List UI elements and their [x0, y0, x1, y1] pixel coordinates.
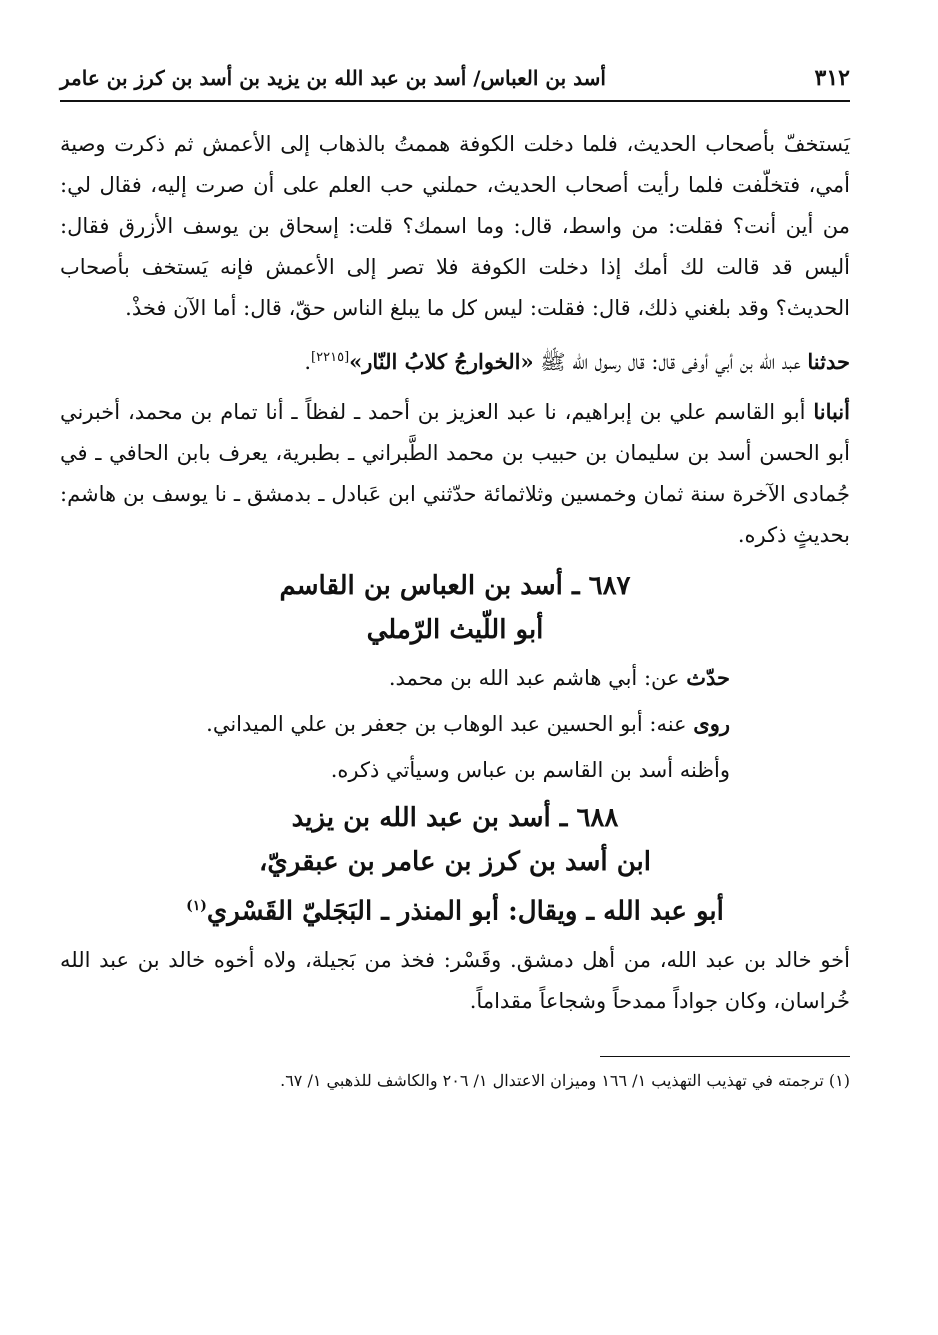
footnote — [60, 1067, 850, 1095]
entry-687-heading — [60, 564, 850, 652]
footnote-marker: (١) — [186, 898, 207, 914]
hadith-text: «الخوارجُ كلابُ النّار» — [349, 349, 534, 374]
chain-text: أبو القاسم علي بن إبراهيم، نا عبد العزيز بن أحمد ـ لفظاً ـ أنا تمام بن محمد، أخبرني أبو الحسن أسد بن سليمان بن حبيب بن محمد الطَّبراني ـ بطبرية، يعرف بابن الحافي ـ في جُمادى الآخرة سنة ثمان وخمسين وثلاثمائة حدّثني ابن عَبادل ـ بدمشق ـ نا يوسف بن هاشم: بحديثٍ ذكره. — [60, 400, 850, 547]
footnote-divider — [600, 1056, 850, 1057]
entry-688-kunya-text: أبو عبد الله ـ ويقال: أبو المنذر ـ البَجَليّ القَسْري — [206, 896, 724, 927]
entry-688-title: ٦٨٨ ـ أسد بن عبد الله بن يزيد — [291, 803, 619, 833]
footnote-text: ترجمته في تهذيب التهذيب ١/ ١٦٦ وميزان الاعتدال ١/ ٢٠٦ والكاشف للذهبي ١/ ٦٧. — [280, 1070, 824, 1090]
page-number: ٣١٢ — [814, 65, 850, 91]
entry-687-narrated-from — [60, 658, 850, 698]
entry-687-narrated-by — [60, 704, 850, 744]
narrated-by-label: روى — [693, 711, 730, 736]
narrated-from-text: عن: أبي هاشم عبد الله بن محمد. — [388, 666, 687, 690]
hadith-chain: عبد الله بن أبي أوفى قال: قال رسول الله ﷺ — [533, 350, 808, 374]
paragraph-text: يَستخفّ بأصحاب الحديث، فلما دخلت الكوفة هممتُ بالذهاب إلى الأعمش ثم ذكرت وصية أمي، فتخلّفت فلما رأيت أصحاب الحديث، حملني حب العلم على أن صرت إليه، فقال لي: من أين أنت؟ فقلت: من واسط، قال: وما اسمك؟ قلت: إسحاق بن يوسف الأزرق فقال: أليس قد قالت لك أمك إذا دخلت الكوفة فلا تصر إلى الأعمش فإنه يَستخف بأصحاب الحديث؟ وقد بلغني ذلك، قال: فقلت: ليس كل ما يبلغ الناس حقّ، قال: أما الآن فخذْ. — [60, 132, 850, 320]
entry-688-body-text: أخو خالد بن عبد الله، من أهل دمشق. وقَسْر: فخذ من بَجيلة، ولاه أخوه خالد بن عبد الله خُراسان، وكان جواداً ممدحاً وشجاعاً مقداماً. — [60, 947, 850, 1013]
entry-688-body — [60, 940, 850, 1022]
entry-687-title: ٦٨٧ ـ أسد بن العباس بن القاسم — [279, 571, 631, 601]
header-divider — [60, 100, 850, 102]
entry-687-note: وأظنه أسد بن القاسم بن عباس وسيأتي ذكره. — [330, 758, 730, 782]
narrated-by-text: عنه: أبو الحسين عبد الوهاب بن جعفر بن علي الميداني. — [206, 712, 694, 736]
narrated-from-label: حدّث — [686, 665, 730, 690]
hadith-lead-word: حدثنا — [807, 349, 850, 374]
hadith-end: . — [304, 350, 312, 374]
hadith-number: [٢٢١٥] — [311, 350, 350, 365]
paragraph-hadith — [60, 337, 850, 383]
paragraph-isnad-continuation — [60, 124, 850, 329]
chain-lead-word: أنبانا — [813, 399, 850, 424]
entry-687-kunya: أبو اللّيث الرّملي — [366, 615, 544, 645]
entry-688-heading — [60, 796, 850, 934]
book-page — [60, 56, 850, 1276]
entry-688-lineage: ابن أسد بن كرز بن عامر بن عبقريّ، — [259, 847, 651, 877]
page-header — [60, 56, 850, 100]
entry-688-kunya — [60, 884, 850, 934]
running-title: أسد بن العباس/ أسد بن عبد الله بن يزيد بن أسد بن كرز بن عامر — [60, 66, 606, 90]
footnote-number: (١) — [828, 1070, 850, 1090]
paragraph-chain — [60, 391, 850, 556]
